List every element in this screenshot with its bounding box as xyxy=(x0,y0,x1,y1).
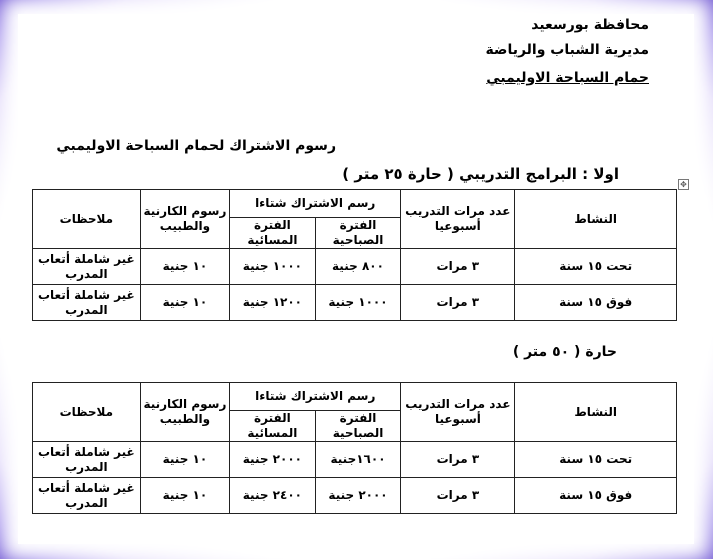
section2-heading: حارة ( ٥٠ متر ) xyxy=(512,344,617,360)
cell-evening: ٢٤٠٠ جنية xyxy=(230,478,316,514)
cell-evening: ١٢٠٠ جنية xyxy=(230,285,316,321)
cell-activity: فوق ١٥ سنة xyxy=(515,285,677,321)
header-morning: الفترة الصباحية xyxy=(315,411,401,442)
table-row xyxy=(33,442,677,478)
cell-card: ١٠ جنية xyxy=(140,249,229,285)
header-card: رسوم الكارنية والطبيب xyxy=(140,190,229,249)
header-activity: النشاط xyxy=(515,190,677,249)
cell-morning: ١٠٠٠ جنية xyxy=(315,285,401,321)
document-title: رسوم الاشتراك لحمام السباحة الاوليمبي xyxy=(56,138,336,154)
header-card: رسوم الكارنية والطبيب xyxy=(140,383,229,442)
document-page xyxy=(18,14,694,544)
cell-activity: تحت ١٥ سنة xyxy=(515,249,677,285)
table-row xyxy=(33,285,677,321)
header-fee-group: رسم الاشتراك شتاءا xyxy=(230,190,401,218)
cell-notes: غير شاملة أتعاب المدرب xyxy=(33,249,141,285)
fees-table-50m xyxy=(32,382,677,514)
header-notes: ملاحظات xyxy=(33,383,141,442)
cell-times: ٣ مرات xyxy=(401,285,515,321)
pool-heading: حمام السباحة الاوليمبي xyxy=(486,70,649,86)
cell-times: ٣ مرات xyxy=(401,442,515,478)
header-morning: الفترة الصباحية xyxy=(315,218,401,249)
header-times: عدد مرات التدريب أسبوعيا xyxy=(401,190,515,249)
table-move-handle-icon[interactable]: ✥ xyxy=(678,179,689,190)
directorate-heading: مديرية الشباب والرياضة xyxy=(485,42,649,58)
cell-notes: غير شاملة أتعاب المدرب xyxy=(33,442,141,478)
table-row xyxy=(33,478,677,514)
governorate-heading: محافظة بورسعيد xyxy=(531,17,649,33)
fees-table-25m xyxy=(32,189,677,321)
cell-evening: ٢٠٠٠ جنية xyxy=(230,442,316,478)
cell-times: ٣ مرات xyxy=(401,249,515,285)
cell-notes: غير شاملة أتعاب المدرب xyxy=(33,285,141,321)
table-row xyxy=(33,249,677,285)
header-activity: النشاط xyxy=(515,383,677,442)
header-fee-group: رسم الاشتراك شتاءا xyxy=(230,383,401,411)
cell-morning: ١٦٠٠جنية xyxy=(315,442,401,478)
header-notes: ملاحظات xyxy=(33,190,141,249)
section1-heading: اولا : البرامج التدريبي ( حارة ٢٥ متر ) xyxy=(342,165,619,183)
header-evening: الفترة المسائية xyxy=(230,218,316,249)
cell-activity: فوق ١٥ سنة xyxy=(515,478,677,514)
cell-morning: ٢٠٠٠ جنية xyxy=(315,478,401,514)
cell-notes: غير شاملة أتعاب المدرب xyxy=(33,478,141,514)
header-evening: الفترة المسائية xyxy=(230,411,316,442)
cell-card: ١٠ جنية xyxy=(140,478,229,514)
cell-activity: تحت ١٥ سنة xyxy=(515,442,677,478)
cell-evening: ١٠٠٠ جنية xyxy=(230,249,316,285)
cell-card: ١٠ جنية xyxy=(140,285,229,321)
cell-times: ٣ مرات xyxy=(401,478,515,514)
header-times: عدد مرات التدريب أسبوعيا xyxy=(401,383,515,442)
cell-morning: ٨٠٠ جنية xyxy=(315,249,401,285)
cell-card: ١٠ جنية xyxy=(140,442,229,478)
